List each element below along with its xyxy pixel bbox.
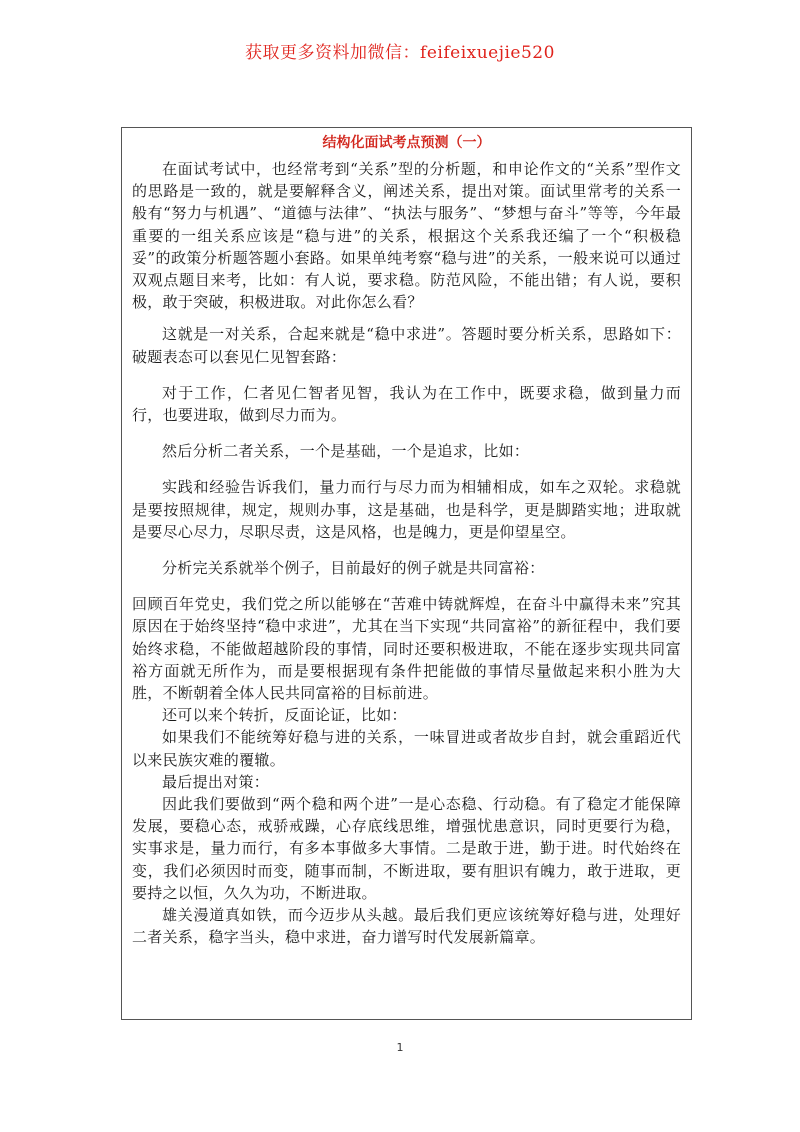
paragraph-example-intro: 分析完关系就举个例子，目前最好的例子就是共同富裕： — [162, 559, 545, 578]
page-number: 1 — [396, 1041, 404, 1054]
paragraph-example: 回顾百年党史，我们党之所以能够在“苦难中铸就辉煌，在奋斗中赢得未来”究其原因在于始终坚持“稳中求进”，尤其在当下实现“共同富裕”的新征程中，我们要始终求稳，不能做超越阶段的事情，同时还要积极进取，不能在逐步实现共同富裕方面就无所作为，而是要根据现有条件把能做的事情尽量做起来积小胜为大胜，不断朝着全体人民共同富裕的目标前进。 — [132, 595, 681, 703]
paragraph-measures: 因此我们要做到“两个稳和两个进”一是心态稳、行动稳。有了稳定才能保障发展，要稳心态，戒骄戒躁，心存底线思维，增强忧患意识，同时更要行为稳，实事求是，量力而行，有多本事做多大事情。二是敢于进，勤于进。时代始终在变，我们必须因时而变，随事而制，不断进取，要有胆识有魄力，敢于进取，更要持之以恒，久久为功，不断进取。 — [132, 795, 681, 902]
paragraph-turn-intro: 还可以来个转折，反面论证，比如： — [162, 706, 407, 725]
watermark-text: 获取更多资料加微信：feifeixuejie520 — [245, 43, 555, 63]
paragraph-relation: 这就是一对关系，合起来就是“稳中求进”。答题时要分析关系，思路如下：破题表态可以套见仁见智套路： — [132, 325, 681, 366]
paragraph-measures-intro: 最后提出对策： — [162, 772, 270, 791]
paragraph-turn: 如果我们不能统筹好稳与进的关系，一味冒进或者故步自封，就会重蹈近代以来民族灾难的覆辙。 — [132, 728, 681, 769]
paragraph-conclusion: 雄关漫道真如铁，而今迈步从头越。最后我们更应该统筹好稳与进，处理好二者关系，稳字当头，稳中求进，奋力谱写时代发展新篇章。 — [132, 906, 681, 947]
paragraph-intro: 在面试考试中，也经常考到“关系”型的分析题，和申论作文的“关系”型作文的思路是一致的，就是要解释含义，阐述关系，提出对策。面试里常考的关系一般有“努力与机遇”、“道德与法律”、“执法与服务”、“梦想与奋斗”等等，今年最重要的一组关系应该是“稳与进”的关系，根据这个关系我还编了一个“积极稳妥”的政策分析题答题小套路。如果单纯考察“稳与进”的关系，一般来说可以通过双观点题目来考，比如：有人说，要求稳。防范风险，不能出错；有人说，要积极，敢于突破，积极进取。对此你怎么看？ — [132, 160, 681, 312]
document-frame — [121, 127, 692, 1020]
document-title: 结构化面试考点预测（一） — [322, 135, 491, 151]
paragraph-analysis-intro: 然后分析二者关系，一个是基础，一个是追求，比如： — [162, 442, 530, 461]
paragraph-analysis: 实践和经验告诉我们，量力而行与尽力而为相辅相成，如车之双轮。求稳就是要按照规律，规定，规则办事，这是基础，也是科学，更是脚踏实地；进取就是要尽心尽力，尽职尽责，这是风格，也是魄力，更是仰望星空。 — [132, 478, 681, 541]
paragraph-opening: 对于工作，仁者见仁智者见智，我认为在工作中，既要求稳，做到量力而行，也要进取，做到尽力而为。 — [132, 383, 681, 425]
